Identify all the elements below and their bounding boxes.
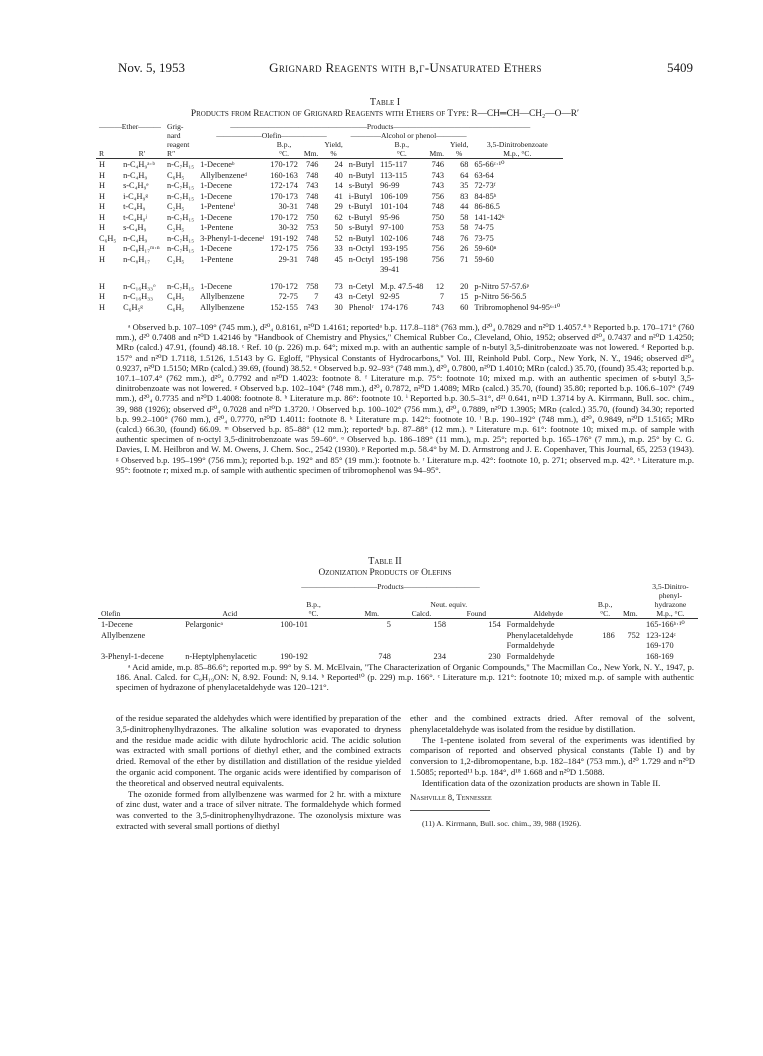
table1-cell: 14 [334, 181, 343, 190]
table1-row [96, 244, 563, 255]
table1-cell: H [99, 244, 105, 253]
table2-cell [182, 641, 277, 652]
table1-cell: 746 [431, 160, 445, 169]
table1-cell: i-C₄H₉ᵍ [123, 191, 148, 201]
table1-cell: 743 [431, 170, 445, 180]
table1-cell: s-C₄H₉ᵉ [123, 181, 149, 190]
table1-cell: s-Butyl [348, 223, 374, 232]
table1-cell: 141-142ᵏ [474, 212, 505, 222]
table1-cell: 83 [460, 191, 469, 201]
table1-cell: i-Butyl [348, 191, 373, 201]
table1-cell: 756 [431, 254, 445, 264]
table2-cell [449, 641, 504, 652]
table1-row [96, 181, 563, 192]
table1-cell: C₆H₅ [167, 302, 185, 312]
table1-head-products: ——————————————————Products—————————————————— [230, 122, 531, 131]
table1-cell: 3-Phenyl-1-deceneˡ [200, 233, 265, 243]
table1-cell: C₆H₅ [167, 170, 185, 180]
table1-cell: n-Octyl [348, 244, 375, 253]
table1-cell [471, 265, 563, 279]
table1-cell: H [99, 191, 105, 201]
body-left-paragraph: The ozonide formed from allylbenzene was warmed for 2 hr. with a mixture of zinc dust, water and a trace of silver nitrate. The formaldehyde which formed was converted to the 3,5-dinitrophenylhydrazone. The ozonolysis mixture was extracted with several small portions of diethyl [116, 788, 401, 831]
table1-cell: 170-173 [270, 191, 298, 201]
table2-cell: 169-170 [645, 641, 674, 650]
table1-cell: 26 [460, 244, 469, 253]
body-right-paragraph: Identification data of the ozonization products are shown in Table II. [422, 777, 661, 788]
table2-title: Ozonization Products of Olefins [318, 568, 452, 578]
table1-cell: n-C₇H₁₅ [167, 233, 195, 243]
table1-row [96, 192, 563, 203]
table1-cell: 174-176 [380, 302, 408, 312]
table2-footnote-text: ᵃ Acid amide, m.p. 85–86.6°; reported m.p. 99° by S. M. McElvain, "The Characterization of Organic Compounds," The Macmillan Co., New York, N. Y., 1947, p. 186. Anal. Calcd. for C₉H₁₉ON: N, 8.92. Found: N, 9.14. ᵇ Reported¹⁰ (p. 229) m.p. 166°. ᶜ Literature m.p. 121°: footnote 10; mixed m.p. of sample with authentic specimen of hydrazone of phenylacetaldehyde was 120–121°. [116, 662, 694, 693]
table2-head-mm2: Mm. [623, 609, 638, 618]
table1-cell: Tribromophenol 94-95ˢ·¹⁰ [474, 302, 561, 312]
table1-cell: 7 [314, 292, 319, 301]
table1-cell [346, 265, 377, 279]
table2-head-acid: Acid [222, 609, 238, 618]
table1-cell: 753 [431, 223, 445, 232]
table1-cell: 29 [334, 202, 343, 211]
table1-cell: s-C₄H₉ [123, 223, 147, 232]
table1-cell: 12 [435, 281, 445, 291]
table1-cell: 60 [460, 302, 469, 312]
table1-cell: C₂H₅ [167, 254, 185, 264]
body-right-column [410, 713, 695, 830]
table1-cell: 52 [334, 233, 343, 243]
table1-cell: 76 [460, 233, 469, 243]
table1-cell: C₆H₅ [167, 292, 185, 301]
table2-cell: 5 [386, 620, 391, 629]
table1-cell: C₂H₅ [167, 202, 185, 211]
table1-cell: n-Butyl [348, 170, 375, 180]
page-number: 5409 [667, 60, 693, 75]
table2-head-dnph: 3,5-Dinitro- phenyl- hydrazone M.p., °C. [652, 582, 689, 618]
table1-cell: 29-31 [278, 254, 298, 264]
table1-cell: n-C₄H₉ᵃ·ᵇ [123, 160, 155, 169]
table1-cell [301, 265, 322, 279]
table1-cell: 195-198 [380, 254, 408, 264]
table1-row [96, 292, 563, 303]
table1-cell: 756 [305, 244, 319, 253]
table1-cell: Allylbenzene [200, 292, 245, 301]
table1-row [96, 223, 563, 234]
table2-body [98, 620, 698, 662]
table1-cell: 170-172 [270, 281, 298, 291]
reference-11: (11) A. Kirrmann, Bull. soc. chim., 39, 988 (1926). [422, 819, 582, 829]
table2-cell: 1-Decene [101, 620, 133, 629]
table2-cell [618, 652, 643, 663]
table1-cell: 115-117 [380, 160, 408, 169]
table2-cell [618, 641, 643, 652]
table2-head-products: ——————————Products—————————— [301, 582, 480, 591]
table1-cell [197, 265, 267, 279]
table2-cell: n-Heptylphenylacetic [185, 651, 257, 661]
table1-cell: H [99, 212, 105, 222]
table1 [96, 122, 563, 313]
table1-row [96, 213, 563, 224]
table2-cell [98, 641, 182, 652]
table1-cell: n-Butyl [348, 160, 375, 169]
table1-cell: 172-174 [270, 181, 298, 190]
table1-cell: s-Butyl [348, 181, 374, 190]
table2-cell [394, 641, 449, 652]
table1-cell: 73 [334, 281, 343, 291]
table1-head-olefin: ——————Olefin—————— [216, 131, 327, 140]
table1-cell: 35 [460, 181, 469, 190]
table2-cell: Pelargonicᵃ [185, 620, 223, 629]
table1-cell: n-C₁₆H₃₃ [123, 292, 154, 301]
table2-cell: Formaldehyde [506, 620, 555, 629]
table2-head-calcd: Calcd. [411, 609, 432, 618]
table1-cell: 172-175 [270, 244, 298, 253]
table1-cell: n-C₇H₁₅ [167, 160, 195, 169]
table1-cell [267, 265, 301, 279]
table2-cell [394, 631, 449, 642]
table2-cell: 168-169 [645, 651, 674, 661]
table1-label: Table I [369, 97, 401, 108]
table1-cell: n-Cetyl [348, 281, 374, 291]
table1-cell: 1-Decene [200, 281, 232, 291]
table2-row [98, 641, 698, 652]
table2 [98, 582, 698, 662]
table1-cell: 39-41 [380, 265, 400, 274]
table1-cell: 748 [305, 254, 319, 264]
table1-cell: 50 [334, 223, 343, 232]
table1-cell: n-Cetyl [348, 292, 374, 301]
table2-cell [592, 641, 617, 652]
table1-head-mm: Mm. [303, 149, 319, 158]
body-left-paragraph: of the residue separated the aldehydes which were identified by preparation of the 3,5-dinitrophenylhydrazones. The alkaline solution was evaporated to dryness and the residue made acidic with dilute hydrochloric acid. The acidic solution was extracted with small portions of diethyl ether, and the combined extracts dried. Removal of the ether by distillation and distillation of the residue yielded the organic acid component. The organic acids were identified by comparison of the theoretical and observed neutral equivalents. [116, 713, 401, 788]
table1-row [96, 160, 563, 171]
table2-cell: 190-192 [280, 651, 308, 661]
table1-cell: n-C₈H₁₇ [123, 254, 151, 264]
table2-cell: 748 [378, 651, 391, 661]
table1-footnote-text: ᵃ Observed b.p. 107–109° (745 mm.), d²⁰₄ 0.8161, n²⁰D 1.4161; reportedᵃ b.p. 117.8–118° (763 mm.), d²⁰₄ 0.7829 and n²⁰D 1.4057.⁴ ᵇ Reported b.p. 170–171° (760 mm.), d²⁰ 0.7408 and n²⁰D 1.42146 by "Handbook of Chemistry and Physics," Chemical Rubber Co., Cleveland, Ohio, 1952; observed d²⁰₄ 0.7437 and n²⁰D 1.4250; MRᴅ (calcd.) 47.91, (found) 48.18. ᶜ Ref. 10 (p. 226) m.p. 64°; mixed m.p. with an authentic sample of n-butyl 3,5-dinitrobenzoate was not lowered. ᵈ Reported b.p. 157° and n²⁰D 1.7118, 1.5126, 1.5143 by G. Egloff, "Physical Constants of Hydrocarbons," Vol. III, Reinhold Publ. Corp., New York, N. Y., 1946; observed d²⁰₄ 0.9237, n²⁰D 1.5150; MRᴅ (calcd.) 39.69, (found) 38.52. ᵉ Observed b.p. 92–93° (748 mm.), d²⁰₄ 0.7800, n²⁰D 1.4010; MRᴅ (calcd.) 35.70, (found) 35.43; reported b.p. 107.1–107.4° (762 mm.), d²⁰₄ 0.7792 and n²⁰D 1.4023: footnote 8. ᶠ Literature m.p. 75°: footnote 10; mixed m.p. with an authentic specimen of s-butyl 3,5-dinitrobenzoate was not lowered. ᵍ Observed b.p. 102–104° (748 mm.), d²⁰₄ 0.7872, n²⁰D 1.4089; MRᴅ (calcd.) 35.70, (found) 35.80; reported b.p. 106.6–107° (749 mm.), d²⁰₄ 0.7735 and n²⁰D 1.4008: footnote 8. ʰ Literature m.p. 86°: footnote 10. ⁱ Reported b.p. 30.5–31°, d²¹ 0.641, n²¹D 1.3714 by A. Kirrmann, Bull. soc. chim., 39, 988 (1926); observed d²⁰₄ 0.7028 and n²⁰D 1.3720. ʲ Observed b.p. 100–102° (756 mm.), d²⁰₄ 0.7889, n²⁰D 1.3905; MRᴅ (calcd.) 35.70, (found) 34.30; reported b.p. 99.2–100° (760 mm.), d²⁰₄ 0.7770, n²⁰D 1.4011: footnote 8. ᵏ Literature m.p. 142°: footnote 10. ˡ B.p. 190–192° (748 mm.), d²⁰₄ 0.9849, n²⁰D 1.5165; MRᴅ (calcd.) 66.30, (found) 66.09. ᵐ Observed b.p. 85–88° (12 mm.); reportedᵃ b.p. 87–88° (12 mm.). ⁿ Literature m.p. 61°: footnote 10; mixed m.p. of sample with authentic specimen of n-octyl 3,5-dinitrobenzoate was 59–60°. ᵒ Observed b.p. 186–189° (11 mm.), m.p. 25°; reported b.p. 165–176° (7 mm.), m.p. 25° by C. G. Davies, I. M. Heilbron and W. M. Owens, J. Chem. Soc., 2542 (1930). ᵖ Reported m.p. 58.4° by M. D. Armstrong and J. E. Copenhaver, This Journal, 65, 2253 (1943). ᵍ Observed b.p. 195–199° (756 mm.); reported b.p. 192° and 85° (19 mm.): footnote b. ʳ Literature m.p. 42°: footnote 10, p. 271; observed m.p. 42°. ˢ Literature m.p. 95°: footnote r; mixed m.p. of sample with authentic specimen of tribromophenol was 94–95°. [116, 322, 694, 475]
table1-head-bp: B.p., °C. [276, 140, 292, 158]
table1-cell: 758 [305, 281, 319, 291]
table1-cell: 748 [305, 170, 319, 180]
table2-cell [350, 631, 394, 642]
table2-head-neut: Neut. equiv. [430, 600, 468, 609]
table1-cell: 30-32 [278, 223, 298, 232]
table1-cell: n-C₇H₁₅ [167, 212, 195, 222]
table2-cell: Formaldehyde [506, 641, 555, 650]
table1-cell: 170-172 [270, 160, 298, 169]
table1-cell: 64 [460, 170, 469, 180]
table2-header [98, 582, 698, 620]
table2-cell [618, 620, 643, 631]
table2-cell: Allylbenzene [101, 630, 146, 640]
table1-head-ether: ———Ether——— [99, 122, 162, 131]
table1-cell [164, 265, 197, 279]
table1-cell: 743 [305, 302, 319, 312]
table1-cell: C₆H₅ [99, 233, 117, 243]
table2-cell: 165-166ᵇ·¹⁰ [645, 620, 685, 629]
table1-cell [96, 265, 120, 279]
table1-cell: 753 [305, 223, 319, 232]
table1-cell: 102-106 [380, 233, 408, 243]
table1-cell: 1-Pentene [200, 254, 234, 264]
table1-cell: t-C₄H₉ [123, 202, 146, 211]
table1-cell: 1-Decene [200, 212, 232, 222]
table1-head-rprime: R′ [138, 149, 146, 158]
table1-cell: n-C₇H₁₅ [167, 281, 195, 291]
table1-cell: n-Octyl [348, 254, 375, 264]
table1-row [96, 303, 563, 314]
table2-cell: Phenylacetaldehyde [506, 630, 574, 640]
table1-head-r: R [99, 149, 105, 158]
table2-row [98, 652, 698, 663]
table1-row [96, 202, 563, 213]
table1-cell: t-C₄H₉ʲ [123, 212, 147, 222]
table1-cell: 30 [334, 302, 343, 312]
table1-cell: 748 [305, 233, 319, 243]
table2-cell: 100-101 [280, 620, 308, 629]
table1-cell: 71 [460, 254, 469, 264]
header-title: Grignard Reagents with β,γ-Unsaturated Ethers [269, 60, 542, 75]
table1-cell: 40 [334, 170, 343, 180]
table1-cell: 59-60 [474, 254, 494, 264]
table1-cell: 30-31 [278, 202, 298, 211]
table1-cell: 106-109 [380, 191, 408, 201]
table1-head-mm2: Mm. [429, 149, 445, 158]
table2-cell [277, 631, 349, 642]
table1-cell: Allylbenzeneᵈ [200, 170, 247, 180]
table2-row [98, 631, 698, 642]
table1-cell: 1-Decene [200, 191, 232, 201]
table2-cell [592, 620, 617, 631]
table1-row [96, 279, 563, 293]
table1-cell: 59-60ⁿ [474, 244, 497, 253]
table1-cell [321, 265, 345, 279]
table1-head-yield: Yield, % [324, 140, 343, 158]
table1-row [96, 171, 563, 182]
table1-cell: 1-Penteneⁱ [200, 202, 235, 211]
table1-cell: H [99, 281, 105, 291]
table1-cell: 74-75 [474, 223, 494, 232]
table2-cell: 154 [488, 620, 501, 629]
table1-cell: 748 [431, 233, 445, 243]
table2-head-found: Found [466, 609, 487, 618]
table2-head-bp2: B.p., °C. [597, 600, 613, 618]
table1-cell: H [99, 170, 105, 180]
table1-body [96, 160, 563, 313]
table2-cell [277, 641, 349, 652]
table2-footnotes [116, 662, 694, 693]
table2-cell [182, 631, 277, 642]
table1-cell: H [99, 160, 105, 169]
table1-cell: 743 [431, 181, 445, 190]
table1-cell: 33 [334, 244, 343, 253]
table1-cell: 73-75 [474, 233, 494, 243]
table2-cell: 186 [602, 630, 615, 640]
table1-head-yield2: Yield, % [450, 140, 469, 158]
table2-cell: 123-124ᶜ [645, 630, 676, 640]
table1-cell: 45 [334, 254, 343, 264]
table1-cell: Allylbenzene [200, 302, 245, 312]
table1-cell: H [99, 302, 105, 312]
table1-cell [120, 265, 164, 279]
table1-cell: p-Nitro 56-56.5 [474, 292, 527, 301]
table1-cell: H [99, 202, 105, 211]
running-header [118, 60, 693, 76]
table1-head-grignard: Grig- nard reagent R″ [167, 122, 190, 158]
table1-cell: 92-95 [380, 292, 400, 301]
reference-divider [410, 810, 490, 811]
table1-cell: n-C₄H₉ [123, 170, 148, 180]
table1-cell: 743 [431, 302, 445, 312]
table1-cell: 41 [334, 191, 343, 201]
table1-cell: 58 [460, 212, 469, 222]
table1-cell: 756 [431, 191, 445, 201]
table1-head-dnb: 3,5-Dinitrobenzoate M.p., °C. [486, 140, 548, 158]
table1-cell: 743 [305, 181, 319, 190]
table2-cell [592, 652, 617, 663]
table1-cell: C₆H₅ᵍ [123, 302, 143, 312]
table1-cell: 748 [305, 191, 319, 201]
table1-head-bp2: B.p., °C. [394, 140, 410, 158]
table1-cell: H [99, 292, 105, 301]
table1-cell: n-C₄H₉ [123, 233, 148, 243]
table1-cell: 1-Deceneᵇ [200, 160, 235, 169]
table1-cell: 65-66ᶜ·¹⁰ [474, 160, 505, 169]
table1-cell: 97-100 [380, 223, 404, 232]
table1-cell: 160-163 [270, 170, 298, 180]
table2-cell [350, 641, 394, 652]
table1-title: Products from Reaction of Grignard Reagents with Ethers of Type: R—CH═CH—CH₂—O—R′ [190, 109, 580, 119]
table1-cell: 1-Decene [200, 244, 232, 253]
table2-cell: 158 [433, 620, 446, 629]
table1-cell: 170-172 [270, 212, 298, 222]
table1-cell: 15 [460, 292, 469, 301]
body-right-paragraph: ether and the combined extracts dried. After removal of the solvent, phenylacetaldehyde was isolated from the residue by distillation. [410, 713, 695, 734]
table1-cell: 24 [334, 160, 343, 169]
table1-cell: 101-104 [380, 202, 408, 211]
table1-row [96, 234, 563, 245]
table1-cell: M.p. 47.5-48 [380, 281, 424, 291]
table1-cell: 96-99 [380, 181, 400, 190]
table2-label: Table II [368, 556, 402, 567]
table1-cell: 746 [305, 160, 319, 169]
table2-head-bp: B.p., °C. [306, 600, 321, 618]
table2-cell: 752 [627, 630, 640, 640]
table1-head-alcohol: ————Alcohol or phenol———— [350, 131, 467, 140]
table1-cell: 7 [439, 292, 445, 301]
table1-cell: Phenolʳ [348, 302, 374, 312]
table1-header [96, 122, 563, 160]
table1-cell: 43 [334, 292, 343, 301]
table1-cell [447, 265, 471, 279]
table1-cell: 58 [460, 223, 469, 232]
table1-row [96, 255, 563, 266]
table2-head-olefin: Olefin [101, 609, 121, 618]
table2-cell [449, 631, 504, 642]
table1-cell: C₂H₅ [167, 223, 185, 232]
table1-cell: H [99, 181, 105, 190]
table2-cell: 234 [433, 651, 446, 661]
table1-cell: 62 [334, 212, 343, 222]
table2-head-aldehyde: Aldehyde [533, 609, 563, 618]
table1-cell: 72-75 [278, 292, 298, 301]
table1-cell: H [99, 254, 105, 264]
table1-cell: 748 [305, 202, 319, 211]
table1-cell: 86-86.5 [474, 202, 500, 211]
table1-cell: 113-115 [380, 170, 408, 180]
table1-cell: 193-195 [380, 244, 408, 253]
table1-cell: t-Butyl [348, 202, 373, 211]
table1-cell: 750 [431, 212, 445, 222]
table1-cell: t-Butyl [348, 212, 373, 222]
table1-cell: n-Butyl [348, 233, 375, 243]
table1-cell: 1-Decene [200, 181, 232, 190]
table1-footnotes [116, 322, 694, 475]
table1-cell [426, 265, 447, 279]
table1-cell: n-C₈H₁₇ᵐ·ⁿ [123, 244, 160, 253]
table1-cell: n-C₇H₁₅ [167, 191, 195, 201]
author-address: Nashville 8, Tennessee [410, 791, 492, 802]
table1-cell: 191-192 [270, 233, 298, 243]
table1-cell: 1-Pentene [200, 223, 234, 232]
table1-cell: 756 [431, 244, 445, 253]
table1-cell: 63-64 [474, 170, 494, 180]
table1-cell: 95-96 [380, 212, 400, 222]
table1-cell: n-C₇H₁₅ [167, 244, 195, 253]
header-date: Nov. 5, 1953 [118, 60, 186, 75]
table1-cell: 748 [431, 202, 445, 211]
table1-cell: n-C₁₆H₃₃ᵒ [123, 281, 156, 291]
table1-cell: 72-73ᶠ [474, 181, 496, 190]
table1-row [96, 265, 563, 279]
table2-row [98, 620, 698, 631]
table1-cell: 750 [305, 212, 319, 222]
table2-cell: 230 [488, 651, 501, 661]
body-left-column [116, 713, 401, 832]
table2-cell: 3-Phenyl-1-decene [101, 651, 164, 661]
table2-cell: Formaldehyde [506, 651, 555, 661]
table2-head-mm: Mm. [364, 609, 380, 618]
table1-cell: 20 [460, 281, 469, 291]
table1-cell: 84-85ʰ [474, 191, 497, 201]
table1-cell: H [99, 223, 105, 232]
table1-cell: n-C₇H₁₅ [167, 181, 195, 190]
table1-cell: p-Nitro 57-57.6ᵖ [474, 281, 530, 291]
table1-cell: 44 [460, 202, 469, 211]
table1-cell: 152-155 [270, 302, 298, 312]
table1-cell: 68 [460, 160, 469, 169]
body-right-paragraph: The 1-pentene isolated from several of the experiments was identified by comparison of reported and observed physical constants (Table I) and by conversion to 1,2-dibromopentane, b.p. 182–184° (753 mm.), d²⁰ 1.729 and n²⁰D 1.5085; reported¹¹ b.p. 184°, d¹⁸ 1.668 and n²⁰D 1.5088. [410, 734, 695, 777]
